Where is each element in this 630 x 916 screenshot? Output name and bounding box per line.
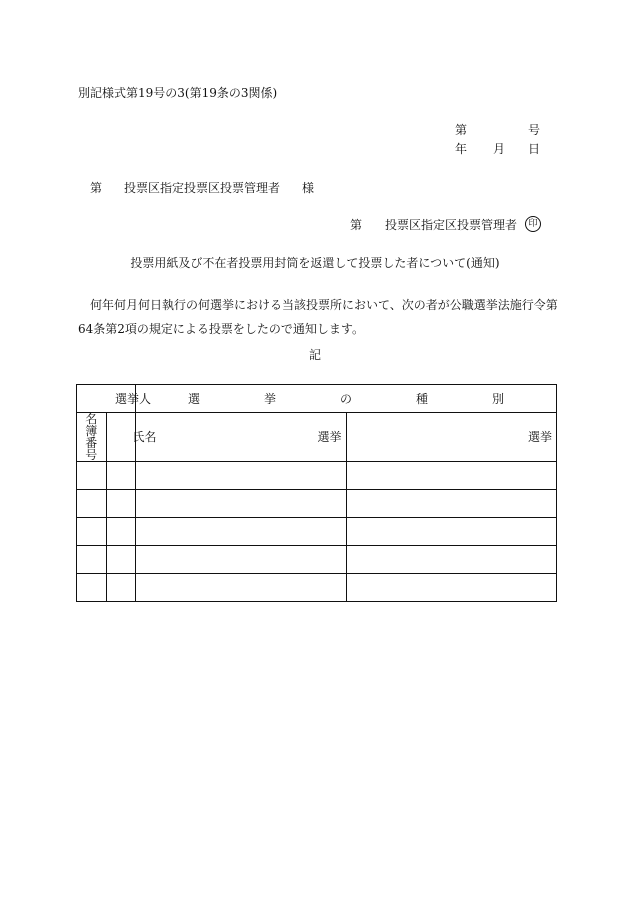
date-year: 年: [455, 142, 468, 156]
name-cell[interactable]: [106, 518, 136, 546]
voter-header: [77, 385, 152, 413]
seal-mark: [525, 216, 541, 232]
table-row: [77, 462, 557, 490]
table-header-row-1: [77, 385, 557, 413]
election2-cell[interactable]: [346, 490, 557, 518]
election2-cell[interactable]: [346, 574, 557, 602]
header-char: 挙: [263, 391, 276, 406]
ref-number-dai: 第: [455, 123, 468, 137]
election1-header: 選挙: [136, 413, 347, 462]
sender-name: 投票区指定区投票管理者: [385, 218, 518, 232]
table-row: [77, 490, 557, 518]
roll-number-cell[interactable]: [77, 546, 107, 574]
date-day: 日: [528, 142, 541, 156]
table-row: [77, 546, 557, 574]
election1-cell[interactable]: [136, 574, 347, 602]
election2-header: 選挙: [346, 413, 557, 462]
roll-number-header: 名簿番号: [77, 413, 107, 462]
name-cell[interactable]: [106, 462, 136, 490]
sender-dai: 第: [350, 218, 363, 232]
document-title: 投票用紙及び不在者投票用封筒を返還して投票した者について(通知): [130, 256, 500, 270]
roll-number-cell[interactable]: [77, 490, 107, 518]
election1-cell[interactable]: [136, 546, 347, 574]
addressee-dai: 第: [90, 181, 103, 195]
header-char: の: [339, 391, 352, 406]
ref-number-go: 号: [528, 123, 541, 137]
body-paragraph: 何年何月何日執行の何選挙における当該投票所において、次の者が公職選挙法施行令第64条第2項の規定による投票をしたので通知します。: [78, 298, 558, 336]
election1-cell[interactable]: [136, 518, 347, 546]
ki-heading: 記: [308, 348, 321, 362]
header-char: 選: [115, 391, 128, 406]
election1-cell[interactable]: [136, 462, 347, 490]
election1-cell[interactable]: [136, 490, 347, 518]
addressee-honorific: 様: [302, 181, 315, 195]
header-char: 種: [415, 391, 428, 406]
header-char: 別: [491, 391, 504, 406]
name-cell[interactable]: [106, 574, 136, 602]
header-char: 選: [188, 391, 201, 406]
header-char: 氏: [132, 430, 145, 444]
seal-label: 印: [528, 218, 538, 229]
name-cell[interactable]: [106, 490, 136, 518]
name-header: [106, 413, 157, 462]
addressee-name: 投票区指定投票区投票管理者: [124, 181, 281, 195]
header-char: 挙: [127, 391, 140, 406]
table-row: [77, 574, 557, 602]
election2-cell[interactable]: [346, 518, 557, 546]
header-char: 人: [139, 391, 152, 406]
roll-number-cell[interactable]: [77, 574, 107, 602]
table-row: [77, 518, 557, 546]
name-cell[interactable]: [106, 546, 136, 574]
election2-cell[interactable]: [346, 462, 557, 490]
roll-number-cell[interactable]: [77, 518, 107, 546]
form-reference: 別記様式第19号の3(第19条の3関係): [78, 86, 278, 100]
voter-table: [76, 384, 557, 602]
header-char: 名: [144, 430, 157, 444]
roll-number-cell[interactable]: [77, 462, 107, 490]
table-header-row-2: [77, 413, 557, 462]
date-month: 月: [493, 142, 506, 156]
election2-cell[interactable]: [346, 546, 557, 574]
election-type-header: [136, 385, 557, 413]
